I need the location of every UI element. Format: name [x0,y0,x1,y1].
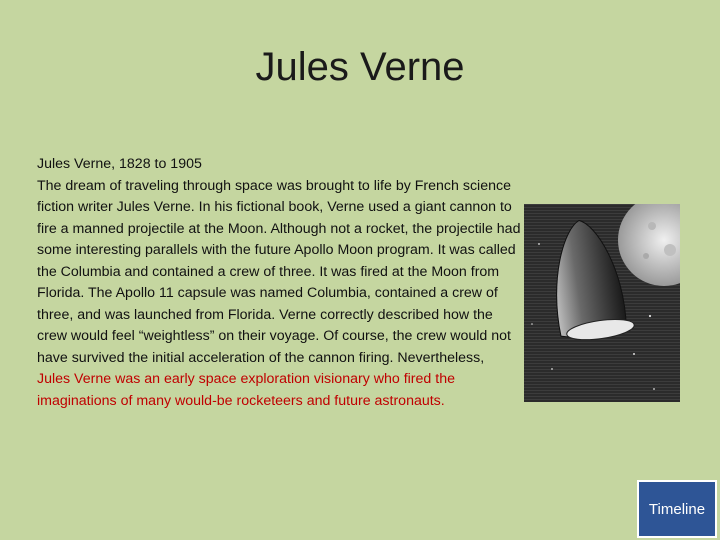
projectile-moon-icon [524,204,680,402]
projectile-illustration [524,204,680,402]
slide-title: Jules Verne [255,45,465,89]
timeline-button[interactable]: Timeline [637,480,717,538]
subtitle-line: Jules Verne, 1828 to 1905 [37,156,202,172]
paragraph-main: The dream of traveling through space was brought to life by French science fiction writer Jules Verne. In his fictional book, Verne used a giant cannon to fire a manned projectile at the Moon. Although not a rocket, the projectile had some interesting parallels with the future Apollo Moon program. It was called the Columbia and contained a crew of three. It was fired at the Moon from Florida. The Apollo 11 capsule was named Columbia, contained a crew of three, and was launched from Florida. Verne correctly described how the crew would feel “weightless” on their voyage. Of course, the crew would not have survived the initial acceleration of the cannon firing. Nevertheless, [37,177,521,366]
body-text [37,154,521,412]
body-paragraph [37,176,521,413]
paragraph-highlight: Jules Verne was an early space exploration visionary who fired the imaginations of many would-be rocketeers and future astronauts. [37,371,455,409]
